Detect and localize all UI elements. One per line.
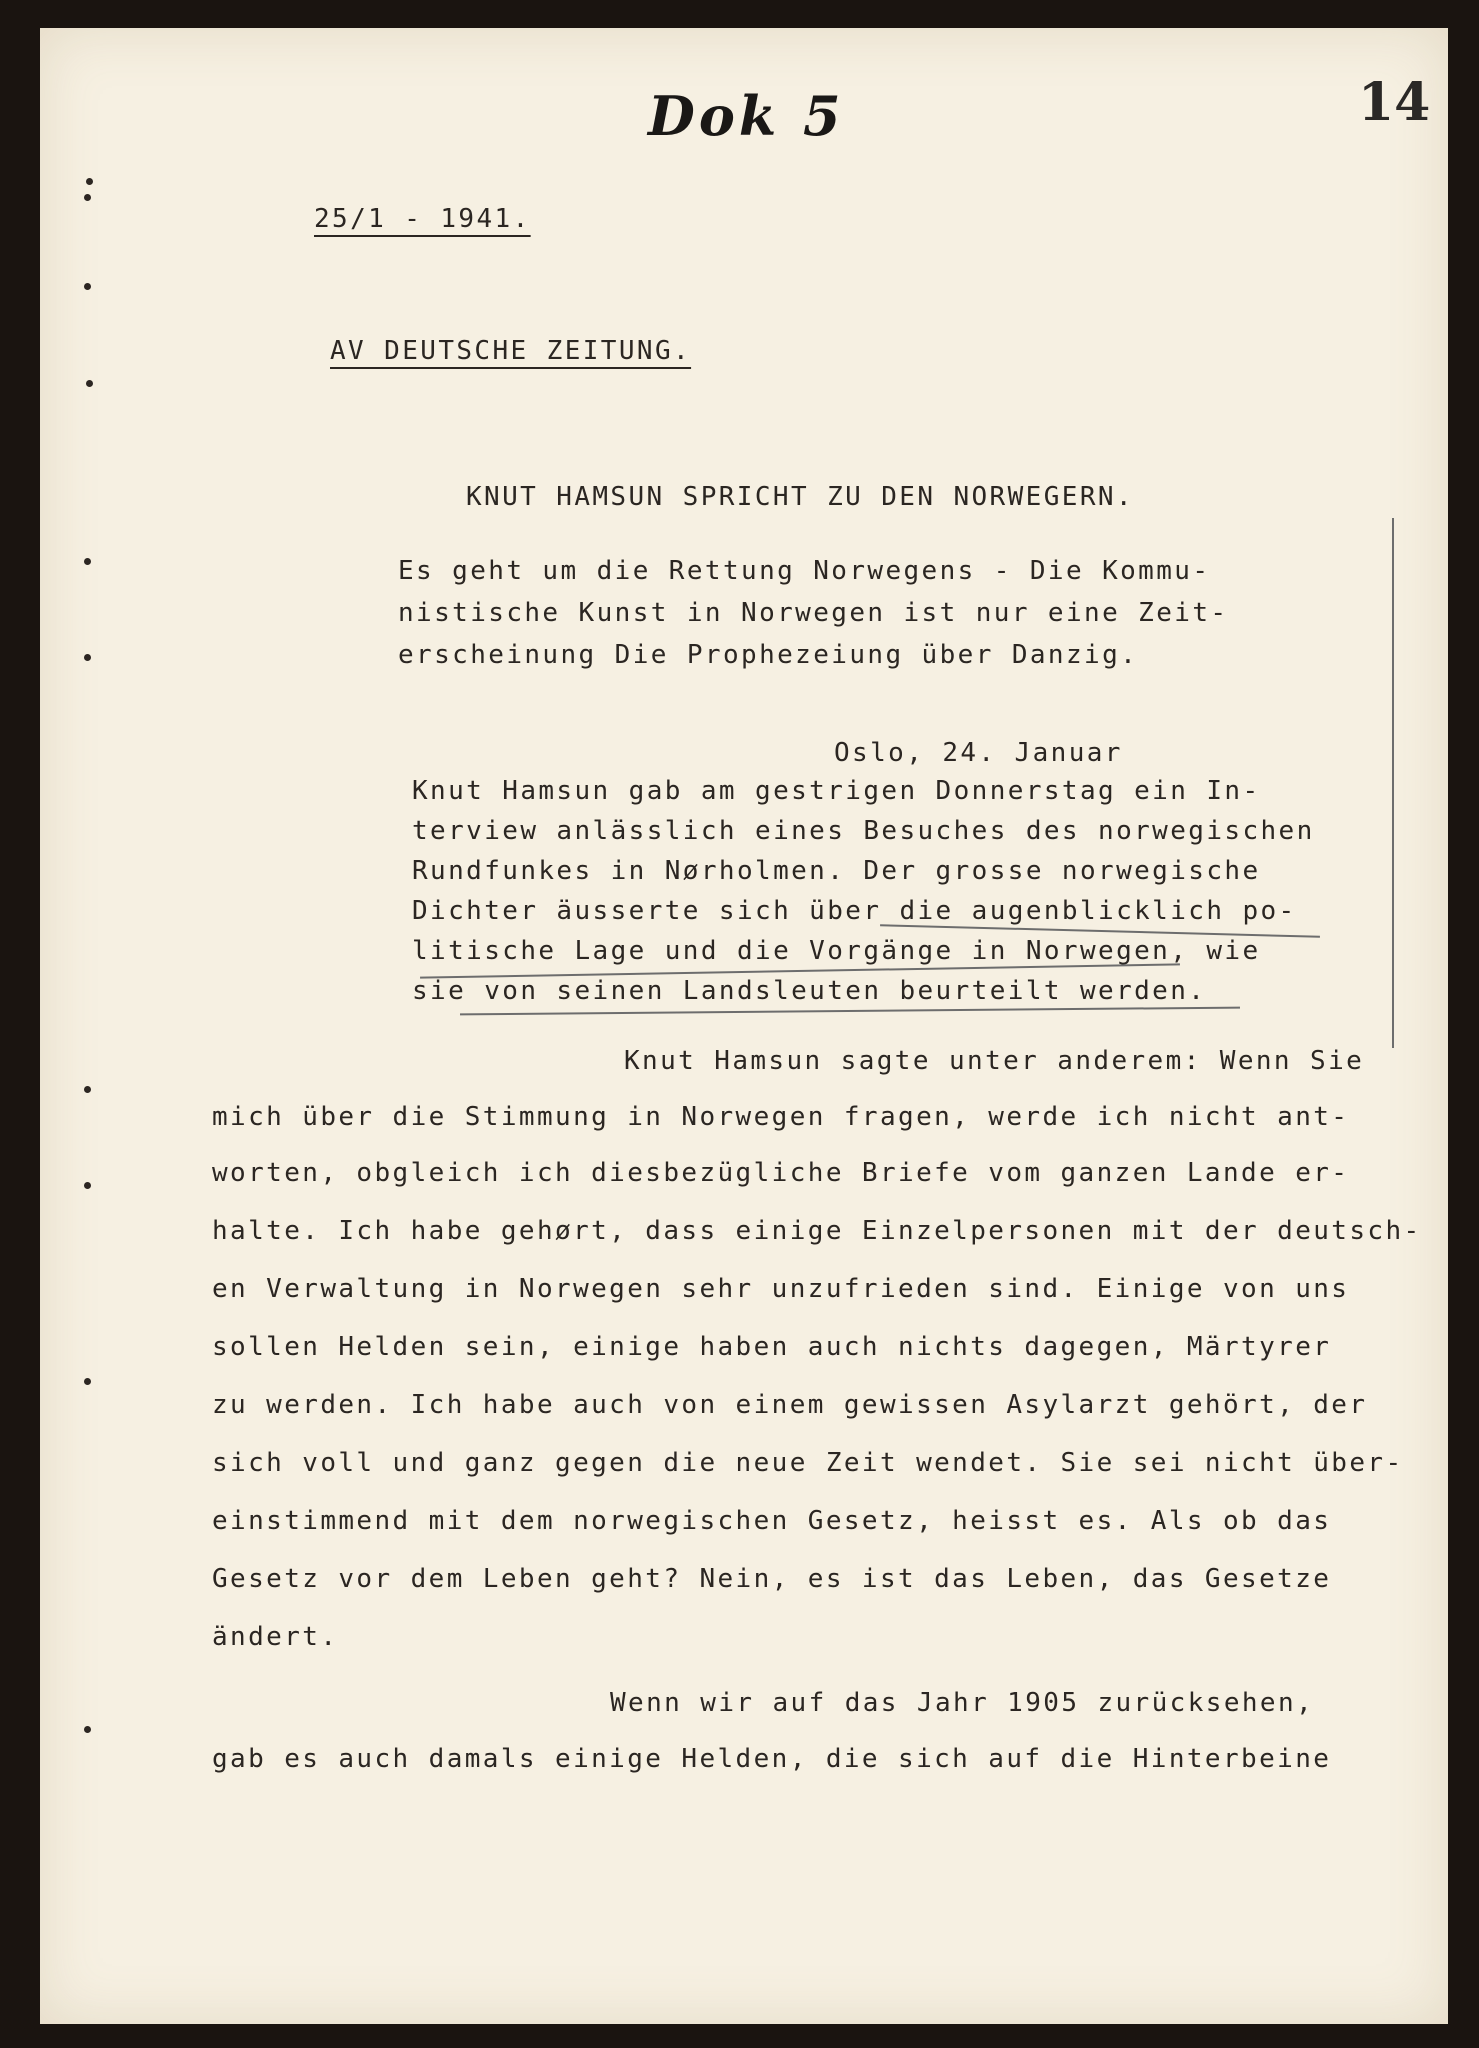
subheadline-line: Es geht um die Rettung Norwegens - Die Kommu- (398, 556, 1211, 586)
subheadline-line: nistische Kunst in Norwegen ist nur eine Zeit- (398, 598, 1229, 628)
margin-mark (86, 380, 93, 387)
intro-line: litische Lage und die Vorgänge in Norwegen, wie (412, 936, 1261, 966)
body-line: worten, obgleich ich diesbezügliche Briefe vom ganzen Lande er- (212, 1158, 1350, 1188)
intro-line: Rundfunkes in Nørholmen. Der grosse norwegische (412, 856, 1261, 886)
margin-mark (84, 654, 91, 661)
dateline: Oslo, 24. Januar (834, 738, 1123, 768)
document-page (40, 28, 1448, 2024)
margin-mark (86, 178, 93, 185)
body-line: Wenn wir auf das Jahr 1905 zurücksehen, (610, 1688, 1315, 1718)
body-line: en Verwaltung in Norwegen sehr unzufrieden sind. Einige von uns (212, 1274, 1350, 1304)
margin-mark (84, 1378, 91, 1385)
document-date: 25/1 - 1941. (314, 204, 531, 234)
body-line: halte. Ich habe gehørt, dass einige Einzelpersonen mit der deutsch- (212, 1216, 1422, 1246)
page-number: 14 (1358, 72, 1431, 133)
intro-line: sie von seinen Landsleuten beurteilt werden. (412, 976, 1207, 1006)
article-headline: KNUT HAMSUN SPRICHT ZU DEN NORWEGERN. (466, 482, 1134, 512)
body-line: einstimmend mit dem norwegischen Gesetz, heisst es. Als ob das (212, 1506, 1332, 1536)
pencil-margin-line (1392, 518, 1394, 1048)
source-line: AV DEUTSCHE ZEITUNG. (330, 336, 692, 366)
intro-line: terview anlässlich eines Besuches des norwegischen (412, 816, 1315, 846)
body-line: mich über die Stimmung in Norwegen fragen, werde ich nicht ant- (212, 1102, 1350, 1132)
handwritten-note: Dok 5 (648, 84, 845, 148)
body-line: gab es auch damals einige Helden, die sich auf die Hinterbeine (212, 1744, 1332, 1774)
intro-line: Dichter äusserte sich über die augenblicklich po- (412, 896, 1297, 926)
margin-mark (84, 1086, 91, 1093)
intro-line: Knut Hamsun gab am gestrigen Donnerstag ein In- (412, 776, 1261, 806)
margin-mark (84, 558, 91, 565)
pencil-underline (460, 1007, 1240, 1016)
margin-mark (84, 194, 91, 201)
body-line: zu werden. Ich habe auch von einem gewissen Asylarzt gehört, der (212, 1390, 1368, 1420)
margin-mark (84, 1182, 91, 1189)
body-line: sich voll und ganz gegen die neue Zeit wendet. Sie sei nicht über- (212, 1448, 1404, 1478)
body-line: Knut Hamsun sagte unter anderem: Wenn Sie (624, 1046, 1365, 1076)
margin-mark (84, 283, 91, 290)
body-line: ändert. (212, 1622, 339, 1652)
body-line: Gesetz vor dem Leben geht? Nein, es ist das Leben, das Gesetze (212, 1564, 1332, 1594)
subheadline-line: erscheinung Die Prophezeiung über Danzig. (398, 640, 1139, 670)
margin-mark (84, 1726, 91, 1733)
body-line: sollen Helden sein, einige haben auch nichts dagegen, Märtyrer (212, 1332, 1332, 1362)
